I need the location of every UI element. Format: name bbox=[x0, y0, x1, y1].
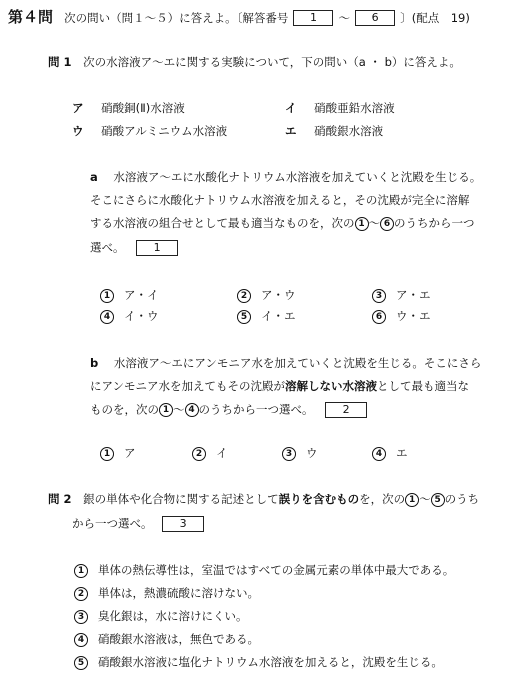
header-points: 〕(配点 19) bbox=[400, 11, 470, 25]
circled-number: 5 bbox=[431, 493, 445, 507]
solution-i: イ 硝酸亜鉛水溶液 bbox=[285, 101, 395, 115]
part-b-label: b bbox=[90, 356, 99, 370]
choice-a-1[interactable]: 1 ア・イ bbox=[100, 288, 159, 303]
choice-a-3[interactable]: 3 ア・エ bbox=[372, 288, 431, 303]
choice-a-6[interactable]: 6 ウ・エ bbox=[372, 309, 431, 324]
choice-a-4[interactable]: 4 イ・ウ bbox=[100, 309, 159, 324]
choice-b-3[interactable]: 3 ウ bbox=[282, 446, 318, 461]
part-a-line3: する水溶液の組合せとして最も適当なものを，次の 1 ～ 6 のうちから一つ bbox=[90, 216, 475, 230]
statement-1[interactable]: 1 単体の熱伝導性は，室温ではすべての金属元素の単体中最大である。 bbox=[74, 563, 454, 578]
part-a-label: a bbox=[90, 170, 98, 184]
circled-number: 4 bbox=[185, 403, 199, 417]
statement-2[interactable]: 2 単体は，熱濃硫酸に溶けない。 bbox=[74, 586, 259, 601]
choice-b-4[interactable]: 4 エ bbox=[372, 446, 408, 461]
q2-line1: 問 2 銀の単体や化合物に関する記述として誤りを含むものを，次の 1 ～ 5 のうち bbox=[48, 492, 480, 506]
answer-box-2[interactable]: 2 bbox=[325, 402, 367, 418]
part-a-line2: そこにさらに水酸化ナトリウム水溶液を加えると，その沈殿が完全に溶解 bbox=[90, 193, 470, 207]
statement-3[interactable]: 3 臭化銀は，水に溶けにくい。 bbox=[74, 609, 248, 624]
answer-box-1[interactable]: 1 bbox=[136, 240, 178, 256]
answer-number-box-start: 1 bbox=[293, 10, 333, 26]
question-header bbox=[8, 6, 470, 27]
solution-u: ウ 硝酸アルミニウム水溶液 bbox=[72, 124, 228, 138]
circled-number: 1 bbox=[405, 493, 419, 507]
choice-b-1[interactable]: 1 ア bbox=[100, 446, 136, 461]
circled-number: 1 bbox=[159, 403, 173, 417]
part-a-line1: a 水溶液ア～エに水酸化ナトリウム水溶液を加えていくと沈殿を生じる。 bbox=[90, 170, 482, 184]
header-tilde: ～ bbox=[338, 11, 351, 25]
part-a-line4: 選べ。 1 bbox=[90, 240, 178, 256]
choice-a-5[interactable]: 5 イ・エ bbox=[237, 309, 296, 324]
part-b-line3: ものを，次の 1 ～ 4 のうちから一つ選べ。 2 bbox=[90, 402, 367, 418]
statement-5[interactable]: 5 硝酸銀水溶液に塩化ナトリウム水溶液を加えると，沈殿を生じる。 bbox=[74, 655, 443, 670]
answer-box-3[interactable]: 3 bbox=[162, 516, 204, 532]
part-b-line1: b 水溶液ア～エにアンモニア水を加えていくと沈殿を生じる。そこにさら bbox=[90, 356, 482, 370]
statement-4[interactable]: 4 硝酸銀水溶液は，無色である。 bbox=[74, 632, 259, 647]
choice-a-2[interactable]: 2 ア・ウ bbox=[237, 288, 296, 303]
circled-number: 6 bbox=[380, 217, 394, 231]
q1-text: 次の水溶液ア～エに関する実験について，下の問い（a ・ b）に答えよ。 bbox=[83, 55, 461, 69]
circled-number: 1 bbox=[355, 217, 369, 231]
header-instruction: 次の問い（問１～５）に答えよ。〔解答番号 bbox=[64, 11, 289, 25]
q1-label: 問 1 bbox=[48, 55, 72, 69]
part-b-line2: にアンモニア水を加えてもその沈殿が溶解しない水溶液として最も適当な bbox=[90, 379, 470, 393]
solution-e: エ 硝酸銀水溶液 bbox=[285, 124, 384, 138]
answer-number-box-end: 6 bbox=[355, 10, 395, 26]
question-number: 第４問 bbox=[8, 8, 54, 26]
q2-line2: から一つ選べ。 3 bbox=[72, 516, 204, 532]
solution-a: ア 硝酸銅(Ⅱ)水溶液 bbox=[72, 101, 185, 115]
q2-label: 問 2 bbox=[48, 492, 72, 506]
q1-line bbox=[48, 55, 461, 69]
choice-b-2[interactable]: 2 イ bbox=[192, 446, 228, 461]
